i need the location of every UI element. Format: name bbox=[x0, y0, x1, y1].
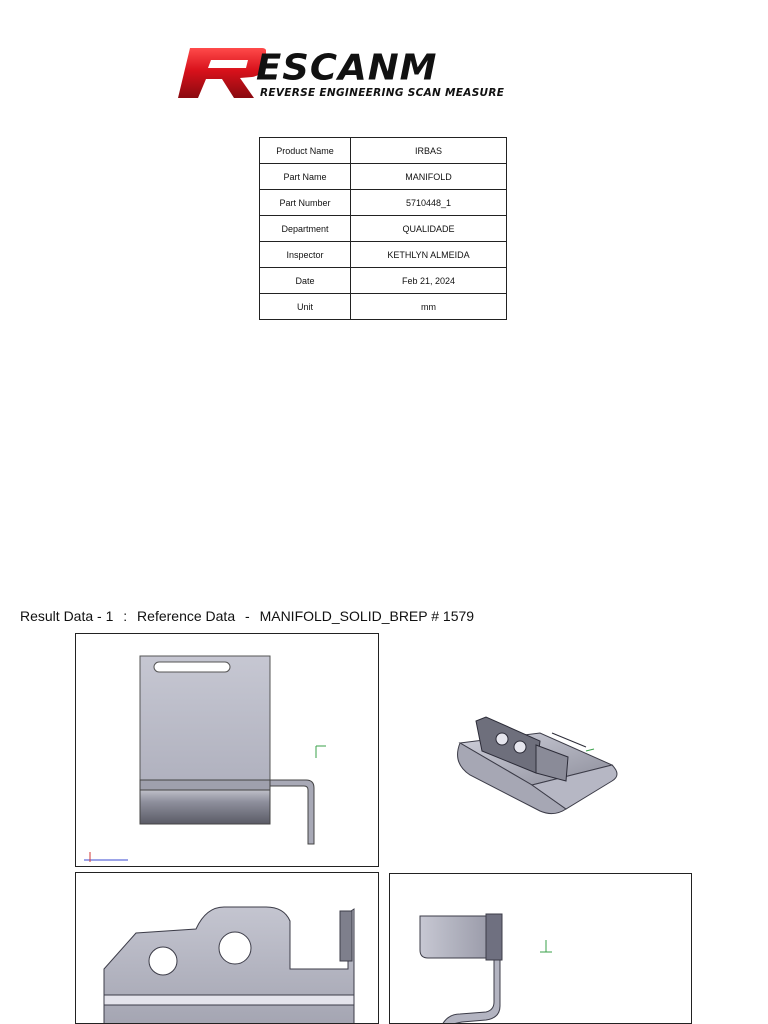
info-value: MANIFOLD bbox=[351, 164, 507, 190]
result-separator: : bbox=[123, 608, 128, 624]
axis-triad bbox=[316, 746, 326, 758]
info-value: QUALIDADE bbox=[351, 216, 507, 242]
info-label: Date bbox=[260, 268, 351, 294]
info-label: Part Number bbox=[260, 190, 351, 216]
logo-tagline: REVERSE ENGINEERING SCAN MEASURE bbox=[260, 87, 505, 99]
info-value: Feb 21, 2024 bbox=[351, 268, 507, 294]
result-dash: - bbox=[245, 608, 250, 624]
side-view-panel bbox=[389, 873, 692, 1024]
info-label: Part Name bbox=[260, 164, 351, 190]
info-row bbox=[260, 164, 507, 190]
top-view-drawing bbox=[76, 873, 379, 1024]
isometric-view-drawing bbox=[390, 633, 692, 867]
reference-data-label: Reference Data bbox=[137, 608, 236, 624]
reference-data-name: MANIFOLD_SOLID_BREP # 1579 bbox=[259, 608, 475, 624]
info-row bbox=[260, 138, 507, 164]
info-row bbox=[260, 216, 507, 242]
info-row bbox=[260, 242, 507, 268]
info-row bbox=[260, 268, 507, 294]
info-label: Unit bbox=[260, 294, 351, 320]
rescanm-logo bbox=[176, 46, 592, 102]
isometric-view-panel bbox=[390, 633, 692, 867]
logo-wordmark: ESCANM bbox=[256, 47, 438, 88]
info-value: mm bbox=[351, 294, 507, 320]
front-view-drawing bbox=[76, 634, 379, 867]
front-view-panel bbox=[75, 633, 379, 867]
info-row bbox=[260, 190, 507, 216]
logo-r-glyph bbox=[176, 46, 266, 100]
info-label: Department bbox=[260, 216, 351, 242]
top-view-panel bbox=[75, 872, 379, 1024]
info-row bbox=[260, 294, 507, 320]
info-value: IRBAS bbox=[351, 138, 507, 164]
side-view-drawing bbox=[390, 874, 692, 1024]
info-value: 5710448_1 bbox=[351, 190, 507, 216]
inspection-info-table bbox=[259, 137, 507, 320]
info-value: KETHLYN ALMEIDA bbox=[351, 242, 507, 268]
result-data-heading bbox=[20, 608, 480, 624]
info-label: Product Name bbox=[260, 138, 351, 164]
info-label: Inspector bbox=[260, 242, 351, 268]
result-data-label: Result Data - 1 bbox=[20, 608, 114, 624]
